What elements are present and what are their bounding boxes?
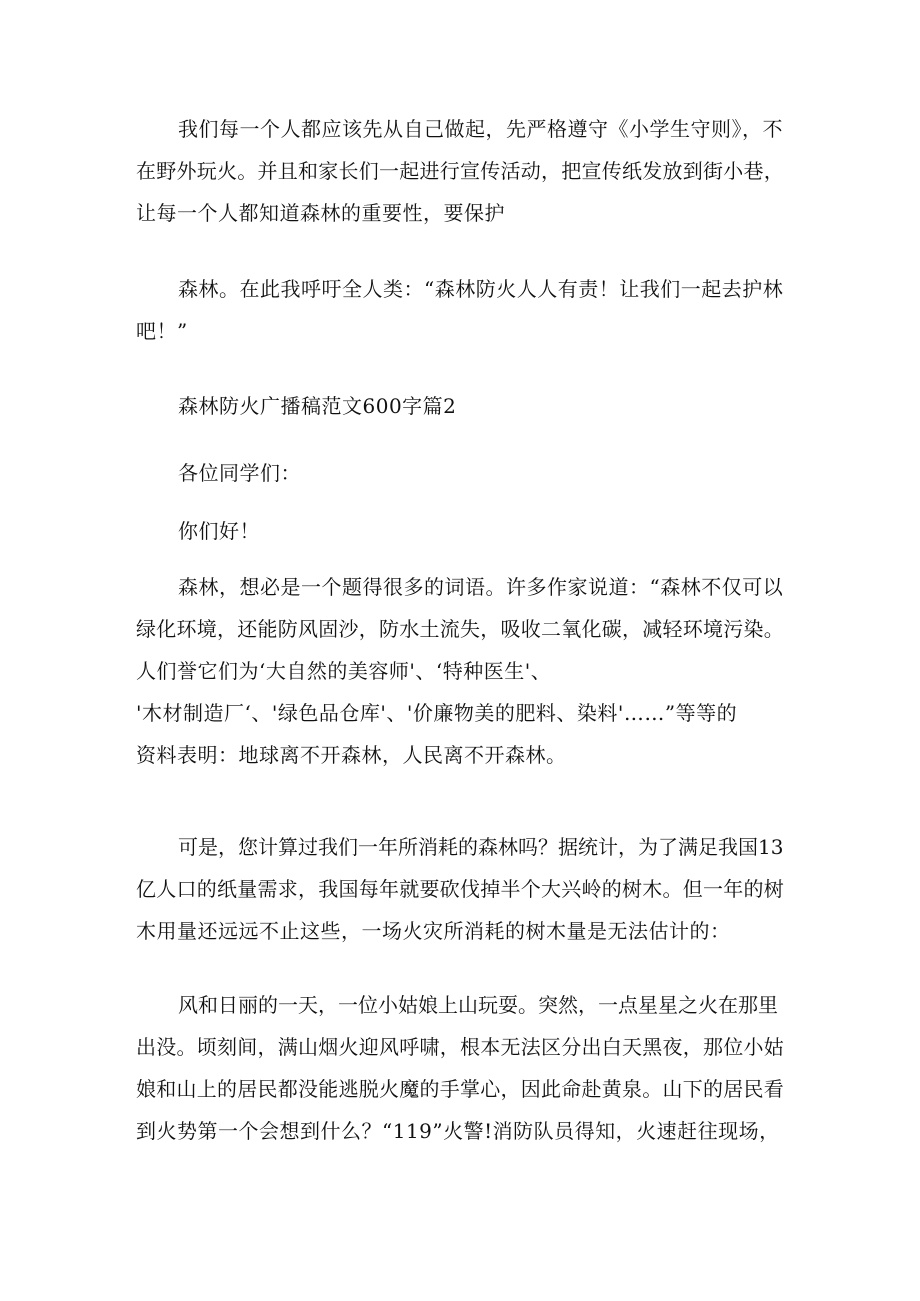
text-line: 木用量还远远不止这些，一场火灾所消耗的树木量是无法估计的：: [136, 919, 731, 943]
text-line: 森林。在此我呼吁全人类：“森林防火人人有责！让我们一起去护林: [178, 277, 784, 301]
text-line: 你们好！: [178, 519, 260, 543]
text-line: 出没。顷刻间，满山烟火迎风呼啸，根本无法区分出白天黑夜，那位小姑: [136, 1035, 784, 1059]
text-line: 到火势第一个会想到什么？“119”火警!消防队员得知，火速赶往现场，: [136, 1119, 780, 1143]
text-line: 人们誉它们为‘大自然的美容师'、‘特种医生'、: [136, 659, 552, 683]
paragraph-2: [136, 268, 784, 352]
salutation: [136, 452, 784, 494]
greeting: [136, 510, 784, 552]
text-line: 吧！”: [136, 319, 188, 343]
text-line: 资料表明：地球离不开森林，人民离不开森林。: [136, 743, 567, 767]
text-line: 让每一个人都知道森林的重要性，要保护: [136, 201, 505, 225]
text-line: 森林防火广播稿范文600字篇2: [178, 394, 457, 418]
paragraph-3: [136, 566, 784, 776]
text-line: 各位同学们：: [178, 461, 301, 485]
text-line: '木材制造厂‘、'绿色品仓库'、'价廉物美的肥料、染料'……”等等的: [136, 701, 738, 725]
text-line: 我们每一个人都应该先从自己做起，先严格遵守《小学生守则》，不: [178, 117, 783, 141]
text-line: 绿化环境，还能防风固沙，防水土流失，吸收二氧化碳，减轻环境污染。: [136, 617, 784, 641]
text-line: 风和日丽的一天，一位小姑娘上山玩耍。突然，一点星星之火在那里: [178, 993, 778, 1017]
paragraph-4: [136, 826, 784, 952]
paragraph-5: [136, 984, 784, 1152]
text-line: 森林，想必是一个题得很多的词语。许多作家说道：“森林不仅可以: [178, 575, 784, 599]
section-heading: [136, 385, 784, 427]
text-line: 亿人口的纸量需求，我国每年就要砍伐掉半个大兴岭的树木。但一年的树: [136, 877, 784, 901]
text-line: 可是，您计算过我们一年所消耗的森林吗？据统计，为了满足我国13: [178, 835, 784, 859]
text-line: 娘和山上的居民都没能逃脱火魔的手掌心，因此命赴黄泉。山下的居民看: [136, 1077, 784, 1101]
paragraph-1: [136, 108, 784, 234]
text-line: 在野外玩火。并且和家长们一起进行宣传活动，把宣传纸发放到街小巷，: [136, 159, 784, 183]
